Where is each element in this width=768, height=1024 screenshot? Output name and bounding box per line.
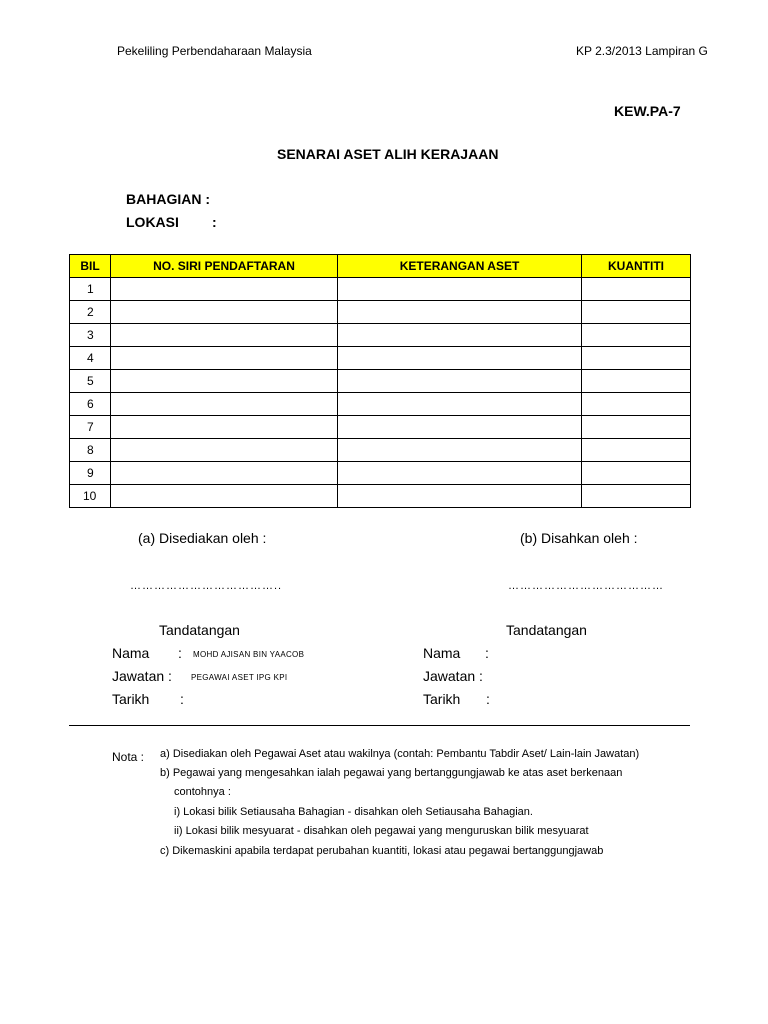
cell-bil: 6: [70, 393, 111, 416]
table-row: [70, 324, 691, 347]
cell-bil: 1: [70, 278, 111, 301]
prepared-by-nama-label: Nama: [112, 645, 150, 661]
table-row: [70, 301, 691, 324]
col-header-kuantiti: KUANTITI: [582, 255, 691, 278]
verified-by-nama-label: Nama: [423, 645, 461, 661]
cell-kuantiti[interactable]: [582, 485, 691, 508]
verified-by-tandatangan: Tandatangan: [506, 622, 587, 638]
prepared-by-jawatan-label: Jawatan :: [112, 668, 172, 684]
table-row: [70, 462, 691, 485]
cell-keterangan[interactable]: [338, 301, 582, 324]
verified-by-signature-line: …………………………………: [508, 580, 664, 592]
table-row: [70, 347, 691, 370]
table-row: [70, 393, 691, 416]
table-row: [70, 485, 691, 508]
cell-keterangan[interactable]: [338, 278, 582, 301]
cell-keterangan[interactable]: [338, 347, 582, 370]
prepared-by-signature-line: ………………………………..: [130, 580, 283, 592]
verified-by-nama-colon: :: [485, 645, 489, 661]
cell-siri[interactable]: [111, 370, 338, 393]
cell-bil: 10: [70, 485, 111, 508]
col-header-no-siri: NO. SIRI PENDAFTARAN: [111, 255, 338, 278]
cell-keterangan[interactable]: [338, 416, 582, 439]
verified-by-tarikh-label: Tarikh: [423, 691, 461, 707]
cell-siri[interactable]: [111, 301, 338, 324]
cell-siri[interactable]: [111, 439, 338, 462]
cell-bil: 3: [70, 324, 111, 347]
note-b-i: i) Lokasi bilik Setiausaha Bahagian - disahkan oleh Setiausaha Bahagian.: [174, 806, 533, 818]
cell-kuantiti[interactable]: [582, 462, 691, 485]
cell-bil: 8: [70, 439, 111, 462]
lokasi-colon: :: [212, 214, 217, 230]
cell-keterangan[interactable]: [338, 462, 582, 485]
cell-bil: 4: [70, 347, 111, 370]
cell-kuantiti[interactable]: [582, 416, 691, 439]
cell-bil: 5: [70, 370, 111, 393]
prepared-by-tarikh-label: Tarikh: [112, 691, 150, 707]
prepared-by-tandatangan: Tandatangan: [159, 622, 240, 638]
cell-kuantiti[interactable]: [582, 301, 691, 324]
cell-siri[interactable]: [111, 416, 338, 439]
cell-keterangan[interactable]: [338, 324, 582, 347]
verified-by-tarikh-colon: :: [486, 691, 490, 707]
cell-kuantiti[interactable]: [582, 439, 691, 462]
cell-kuantiti[interactable]: [582, 347, 691, 370]
prepared-by-heading: (a) Disediakan oleh :: [138, 530, 267, 546]
table-row: [70, 278, 691, 301]
note-c: c) Dikemaskini apabila terdapat perubahan kuantiti, lokasi atau pegawai bertanggungjawab: [160, 845, 604, 857]
cell-siri[interactable]: [111, 347, 338, 370]
prepared-by-nama-value: MOHD AJISAN BIN YAACOB: [193, 650, 305, 659]
cell-siri[interactable]: [111, 278, 338, 301]
table-row: [70, 439, 691, 462]
page-title: SENARAI ASET ALIH KERAJAAN: [277, 146, 499, 162]
cell-kuantiti[interactable]: [582, 393, 691, 416]
cell-kuantiti[interactable]: [582, 324, 691, 347]
note-b: b) Pegawai yang mengesahkan ialah pegawai yang bertanggungjawab ke atas aset berkenaan: [160, 767, 623, 779]
form-code: KEW.PA-7: [614, 103, 681, 119]
prepared-by-tarikh-colon: :: [180, 691, 184, 707]
cell-siri[interactable]: [111, 324, 338, 347]
cell-keterangan[interactable]: [338, 485, 582, 508]
cell-bil: 7: [70, 416, 111, 439]
note-b-ii: ii) Lokasi bilik mesyuarat - disahkan oleh pegawai yang menguruskan bilik mesyuarat: [174, 825, 589, 837]
cell-keterangan[interactable]: [338, 393, 582, 416]
note-a: a) Disediakan oleh Pegawai Aset atau wakilnya (contah: Pembantu Tabdir Aset/ Lain-lain Jawatan): [160, 748, 640, 760]
cell-keterangan[interactable]: [338, 439, 582, 462]
col-header-bil: BIL: [70, 255, 111, 278]
cell-bil: 9: [70, 462, 111, 485]
asset-table: [69, 254, 691, 508]
table-row: [70, 416, 691, 439]
cell-kuantiti[interactable]: [582, 278, 691, 301]
prepared-by-jawatan-value: PEGAWAI ASET IPG KPI: [191, 673, 288, 682]
notes-label: Nota :: [112, 750, 145, 764]
cell-kuantiti[interactable]: [582, 370, 691, 393]
cell-siri[interactable]: [111, 462, 338, 485]
cell-bil: 2: [70, 301, 111, 324]
divider-line: [69, 725, 690, 726]
col-header-keterangan: KETERANGAN ASET: [338, 255, 582, 278]
note-b-continued: contohnya :: [174, 786, 231, 798]
cell-siri[interactable]: [111, 485, 338, 508]
verified-by-jawatan-label: Jawatan :: [423, 668, 483, 684]
cell-keterangan[interactable]: [338, 370, 582, 393]
cell-siri[interactable]: [111, 393, 338, 416]
header-right: KP 2.3/2013 Lampiran G: [576, 44, 708, 58]
table-row: [70, 370, 691, 393]
bahagian-label: BAHAGIAN :: [126, 191, 210, 207]
table-header-row: [70, 255, 691, 278]
verified-by-heading: (b) Disahkan oleh :: [520, 530, 638, 546]
prepared-by-nama-colon: :: [178, 645, 182, 661]
lokasi-label: LOKASI: [126, 214, 179, 230]
header-left: Pekeliling Perbendaharaan Malaysia: [117, 44, 312, 58]
